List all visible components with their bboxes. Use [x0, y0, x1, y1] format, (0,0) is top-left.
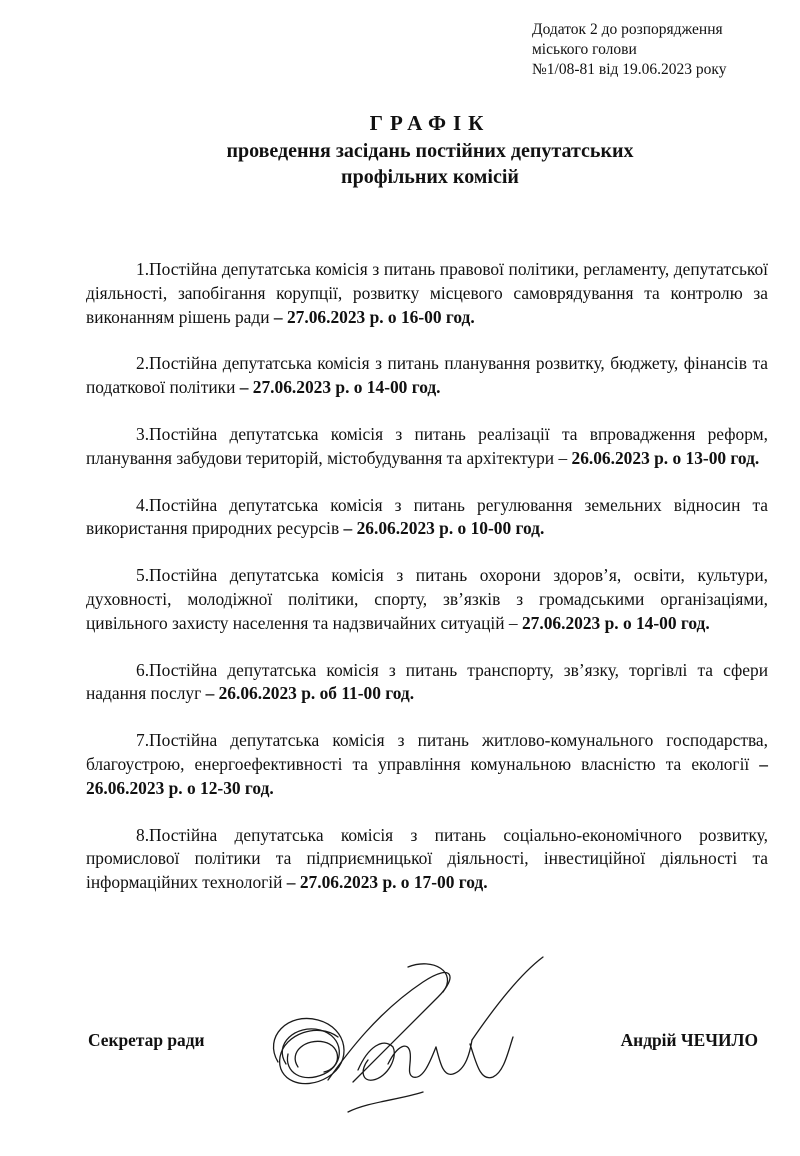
commission-item-1: [86, 258, 768, 329]
commission-item-2: [86, 352, 768, 400]
title-sub-line-2: профільних комісій: [341, 166, 519, 188]
commission-date: – 27.06.2023 р. о 16-00 год.: [273, 306, 475, 327]
commission-list: [86, 258, 768, 918]
commission-text: 1.Постійна депутатська комісія з питань правової політики, регламенту, депутатської діяльності, запобігання корупції, розвитку місцевого самоврядування та контролю за виконанням рішень ради: [86, 259, 768, 327]
commission-text: 4.Постійна депутатська комісія з питань регулювання земельних відносин та використання природних ресурсів: [86, 494, 768, 539]
commission-text: 7.Постійна депутатська комісія з питань житлово-комунального господарства, благоустрою, енергоефективності та управління комунальною власністю та екології: [86, 730, 768, 774]
document-title: [0, 110, 800, 190]
commission-date: – 26.06.2023 р. о 10-00 год.: [343, 518, 545, 539]
commission-item-3: [86, 423, 768, 471]
commission-text: 2.Постійна депутатська комісія з питань планування розвитку, бюджету, фінансів та податкової політики: [86, 353, 768, 398]
commission-item-7: [86, 729, 768, 800]
commission-item-8: [86, 824, 768, 895]
annex-line-2: міського голови: [532, 41, 637, 58]
commission-text: 3.Постійна депутатська комісія з питань реалізації та впровадження реформ, планування забудови територій, містобудування та архітектури –: [86, 423, 768, 468]
signature-block: [88, 1030, 758, 1060]
annex-line-1: Додаток 2 до розпорядження: [532, 21, 723, 38]
commission-date: 26.06.2023 р. о 13-00 год.: [571, 447, 760, 468]
annex-line-3: №1/08-81 від 19.06.2023 року: [532, 61, 727, 78]
commission-date: – 26.06.2023 р. о 12-30 год.: [86, 753, 768, 798]
commission-text: 6.Постійна депутатська комісія з питань транспорту, зв’язку, торгівлі та сфери надання послуг: [86, 659, 768, 704]
commission-date: – 27.06.2023 р. о 14-00 год.: [239, 377, 441, 398]
signer-name: Андрій ЧЕЧИЛО: [620, 1030, 758, 1050]
commission-date: – 26.06.2023 р. об 11-00 год.: [205, 683, 415, 704]
annex-note: [532, 20, 792, 80]
commission-text: 5.Постійна депутатська комісія з питань охорони здоров’я, освіти, культури, духовності, молодіжної політики, спорту, зв’язків з громадськими організаціями, цивільного захисту населення та надзвичайних ситуацій –: [86, 565, 768, 633]
commission-item-4: [86, 494, 768, 542]
commission-item-5: [86, 564, 768, 635]
commission-item-6: [86, 659, 768, 707]
title-main: ГРАФІК: [369, 111, 491, 135]
commission-date: – 27.06.2023 р. о 17-00 год.: [286, 872, 488, 893]
commission-date: 27.06.2023 р. о 14-00 год.: [521, 612, 710, 633]
commission-text: 8.Постійна депутатська комісія з питань соціально-економічного розвитку, промислової політики та підприємницької діяльності, інвестиційної діяльності та інформаційних технологій: [86, 824, 768, 893]
signer-position: Секретар ради: [88, 1030, 205, 1050]
title-sub-line-1: проведення засідань постійних депутатських: [226, 140, 634, 162]
